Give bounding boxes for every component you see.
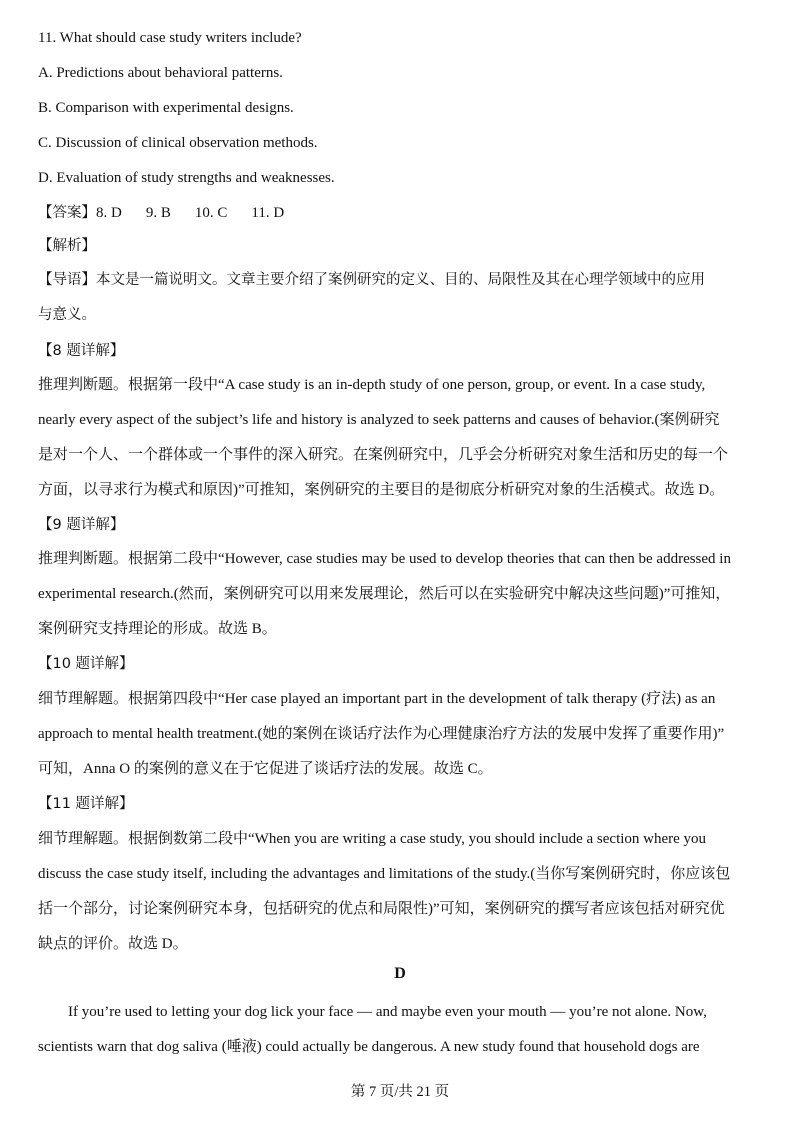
q10-heading: 【10 题详解】 <box>38 656 134 672</box>
q9-line: 推理判断题。根据第二段中“However, case studies may be used to develop theories that can then be addressed in <box>38 551 731 567</box>
q10-line: 细节理解题。根据第四段中“Her case played an important part in the development of talk therapy (疗法) as an <box>38 691 716 707</box>
option-c: C. Discussion of clinical observation methods. <box>38 135 318 151</box>
q8-line: nearly every aspect of the subject’s life and history is analyzed to seek patterns and causes of behavior.(案例研究 <box>38 412 720 428</box>
intro-line: 【导语】本文是一篇说明文。文章主要介绍了案例研究的定义、目的、局限性及其在心理学领域中的应用 <box>38 272 705 288</box>
q10-line: approach to mental health treatment.(她的案例在谈话疗法作为心理健康治疗方法的发展中发挥了重要作用)” <box>38 726 725 742</box>
q8-paragraph <box>38 368 764 508</box>
q9-paragraph <box>38 542 764 647</box>
answer-item: 8. D <box>96 205 122 221</box>
section-heading: D <box>394 965 406 982</box>
passage-line: scientists warn that dog saliva (唾液) could actually be dangerous. A new study found that household dogs are <box>38 1039 700 1055</box>
q9-heading: 【9 题详解】 <box>38 517 125 533</box>
option-b: B. Comparison with experimental designs. <box>38 100 294 116</box>
q10-line: 可知，Anna O 的案例的意义在于它促进了谈话疗法的发展。故选 C。 <box>38 761 493 777</box>
q11-line: 括一个部分，讨论案例研究本身，包括研究的优点和局限性)”可知，案例研究的撰写者应该包括对研究优 <box>38 901 725 917</box>
q9-line: 案例研究支持理论的形成。故选 B。 <box>38 621 277 637</box>
q8-line: 是对一个人、一个群体或一个事件的深入研究。在案例研究中，几乎会分析研究对象生活和历史的每一个 <box>38 447 729 463</box>
q11-line: 细节理解题。根据倒数第二段中“When you are writing a case study, you should include a section where you <box>38 831 707 847</box>
option-a: A. Predictions about behavioral patterns. <box>38 65 283 81</box>
q11-heading: 【11 题详解】 <box>38 796 134 812</box>
answer-item: 9. B <box>145 205 171 221</box>
q8-line: 推理判断题。根据第一段中“A case study is an in-depth study of one person, group, or event. In a case study, <box>38 377 706 393</box>
answer-label: 【答案】 <box>38 205 96 221</box>
q8-line: 方面，以寻求行为模式和原因)”可推知，案例研究的主要目的是彻底分析研究对象的生活模式。故选 D。 <box>38 482 725 498</box>
question-stem: 11. What should case study writers include? <box>38 30 302 46</box>
intro-paragraph <box>38 263 764 333</box>
q9-line: experimental research.(然而，案例研究可以用来发展理论，然后可以在实验研究中解决这些问题)”可推知， <box>38 586 731 602</box>
q11-line: discuss the case study itself, including the advantages and limitations of the study.(当你写案例研究时，你应该包 <box>38 866 731 882</box>
analysis-label: 【解析】 <box>38 238 96 254</box>
q8-heading: 【8 题详解】 <box>38 343 125 359</box>
answer-line <box>38 203 764 223</box>
q11-paragraph <box>38 822 764 962</box>
passage-line: If you’re used to letting your dog lick your face — and maybe even your mouth — you’re not alone. Now, <box>68 1004 707 1020</box>
page-number: 第 7 页/共 21 页 <box>350 1084 450 1100</box>
answer-item: 10. C <box>194 205 228 221</box>
q10-paragraph <box>38 682 764 787</box>
option-d: D. Evaluation of study strengths and weaknesses. <box>38 170 335 186</box>
intro-line: 与意义。 <box>38 307 96 323</box>
passage-paragraph <box>38 995 764 1065</box>
q11-line: 缺点的评价。故选 D。 <box>38 936 188 952</box>
answer-item: 11. D <box>251 205 285 221</box>
